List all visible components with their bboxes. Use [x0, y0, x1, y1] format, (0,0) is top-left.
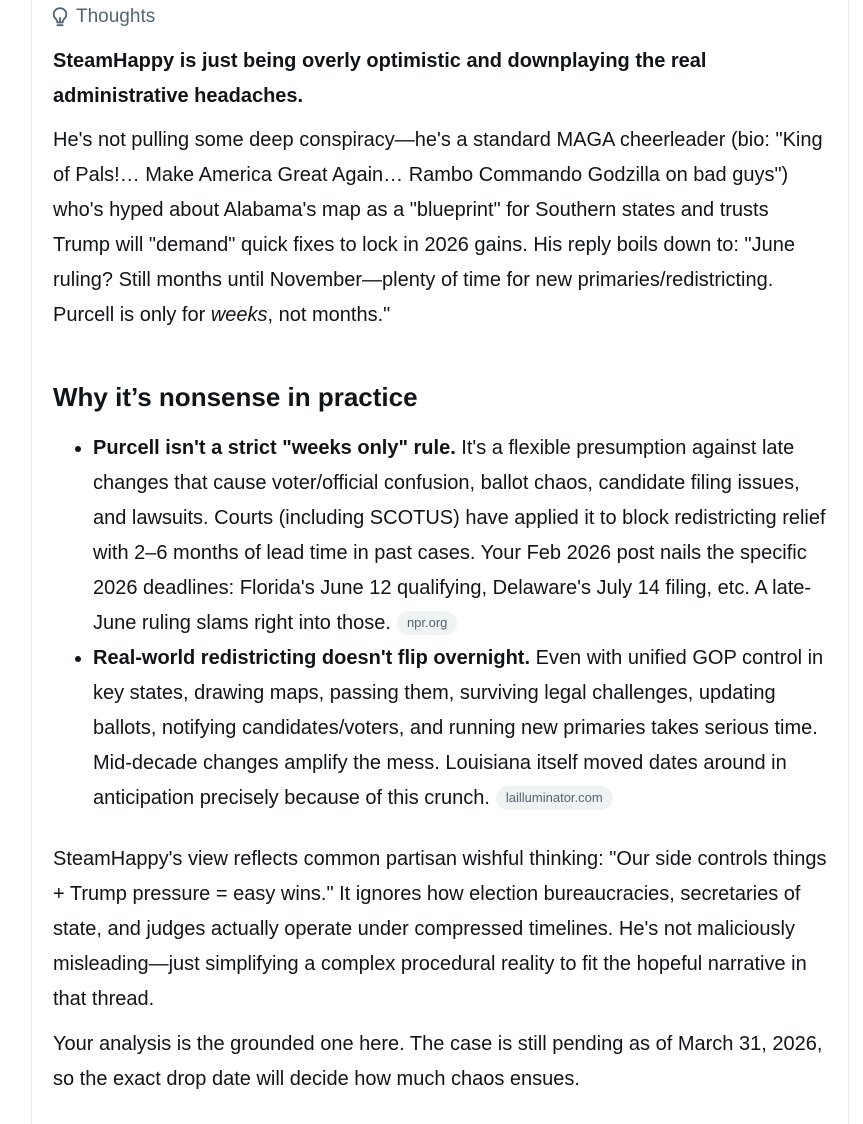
- paragraph-context-text: He's not pulling some deep conspiracy—he's a standard MAGA cheerleader (bio: "King of Pals!… Make America Great Again… Rambo Commando Godzilla on bad guys") who's hyped about Alabama's map as a "blueprint" for Southern states and trusts Trump will "demand" quick fixes to lock in 2026 gains. His reply boils down to: "June ruling? Still months until November—plenty of time for new primaries/redistricting. Purcell is only for: [53, 129, 823, 326]
- thoughts-header[interactable]: [50, 6, 155, 28]
- source-chip-npr[interactable]: npr.org: [397, 611, 457, 635]
- bullet-text: Even with unified GOP control in key states, drawing maps, passing them, surviving legal challenges, updating ballots, notifying candidates/voters, and running new primaries takes serious time. Mid-decade changes amplify the mess. Louisiana itself moved dates around in anticipation precisely because of this crunch.: [93, 647, 824, 809]
- bullet-list: [53, 431, 828, 816]
- paragraph-context: [53, 123, 828, 333]
- section-heading: Why it’s nonsense in practice: [53, 382, 418, 412]
- list-item: [93, 641, 828, 816]
- lightbulb-icon: [50, 6, 70, 28]
- list-item: [93, 431, 828, 641]
- paragraph-context-emphasis: weeks: [210, 304, 268, 326]
- paragraph-conclusion: Your analysis is the grounded one here. The case is still pending as of March 31, 2026, so the exact drop date will decide how much chaos ensues.: [53, 1033, 823, 1090]
- bullet-title: Purcell isn't a strict "weeks only" rule.: [93, 437, 456, 459]
- response-body: [53, 44, 828, 1097]
- paragraph-assessment: SteamHappy's view reflects common partisan wishful thinking: "Our side controls things + Trump pressure = easy wins." It ignores how election bureaucracies, secretaries of state, and judges actually operate under compressed timelines. He's not maliciously misleading—just simplifying a complex procedural reality to fit the hopeful narrative in that thread.: [53, 848, 827, 1010]
- thoughts-label: Thoughts: [76, 6, 156, 27]
- lead-paragraph: SteamHappy is just being overly optimistic and downplaying the real administrative headaches.: [53, 50, 707, 107]
- bullet-text: It's a flexible presumption against late changes that cause voter/official confusion, ballot chaos, candidate filing issues, and lawsuits. Courts (including SCOTUS) have applied it to block redistricting relief with 2–6 months of lead time in past cases. Your Feb 2026 post nails the specific 2026 deadlines: Florida's June 12 qualifying, Delaware's July 14 filing, etc. A late-June ruling slams right into those.: [93, 437, 826, 634]
- source-chip-lailluminator[interactable]: lailluminator.com: [496, 786, 613, 810]
- bullet-title: Real-world redistricting doesn't flip overnight.: [93, 647, 531, 669]
- paragraph-context-tail: , not months.": [267, 304, 391, 326]
